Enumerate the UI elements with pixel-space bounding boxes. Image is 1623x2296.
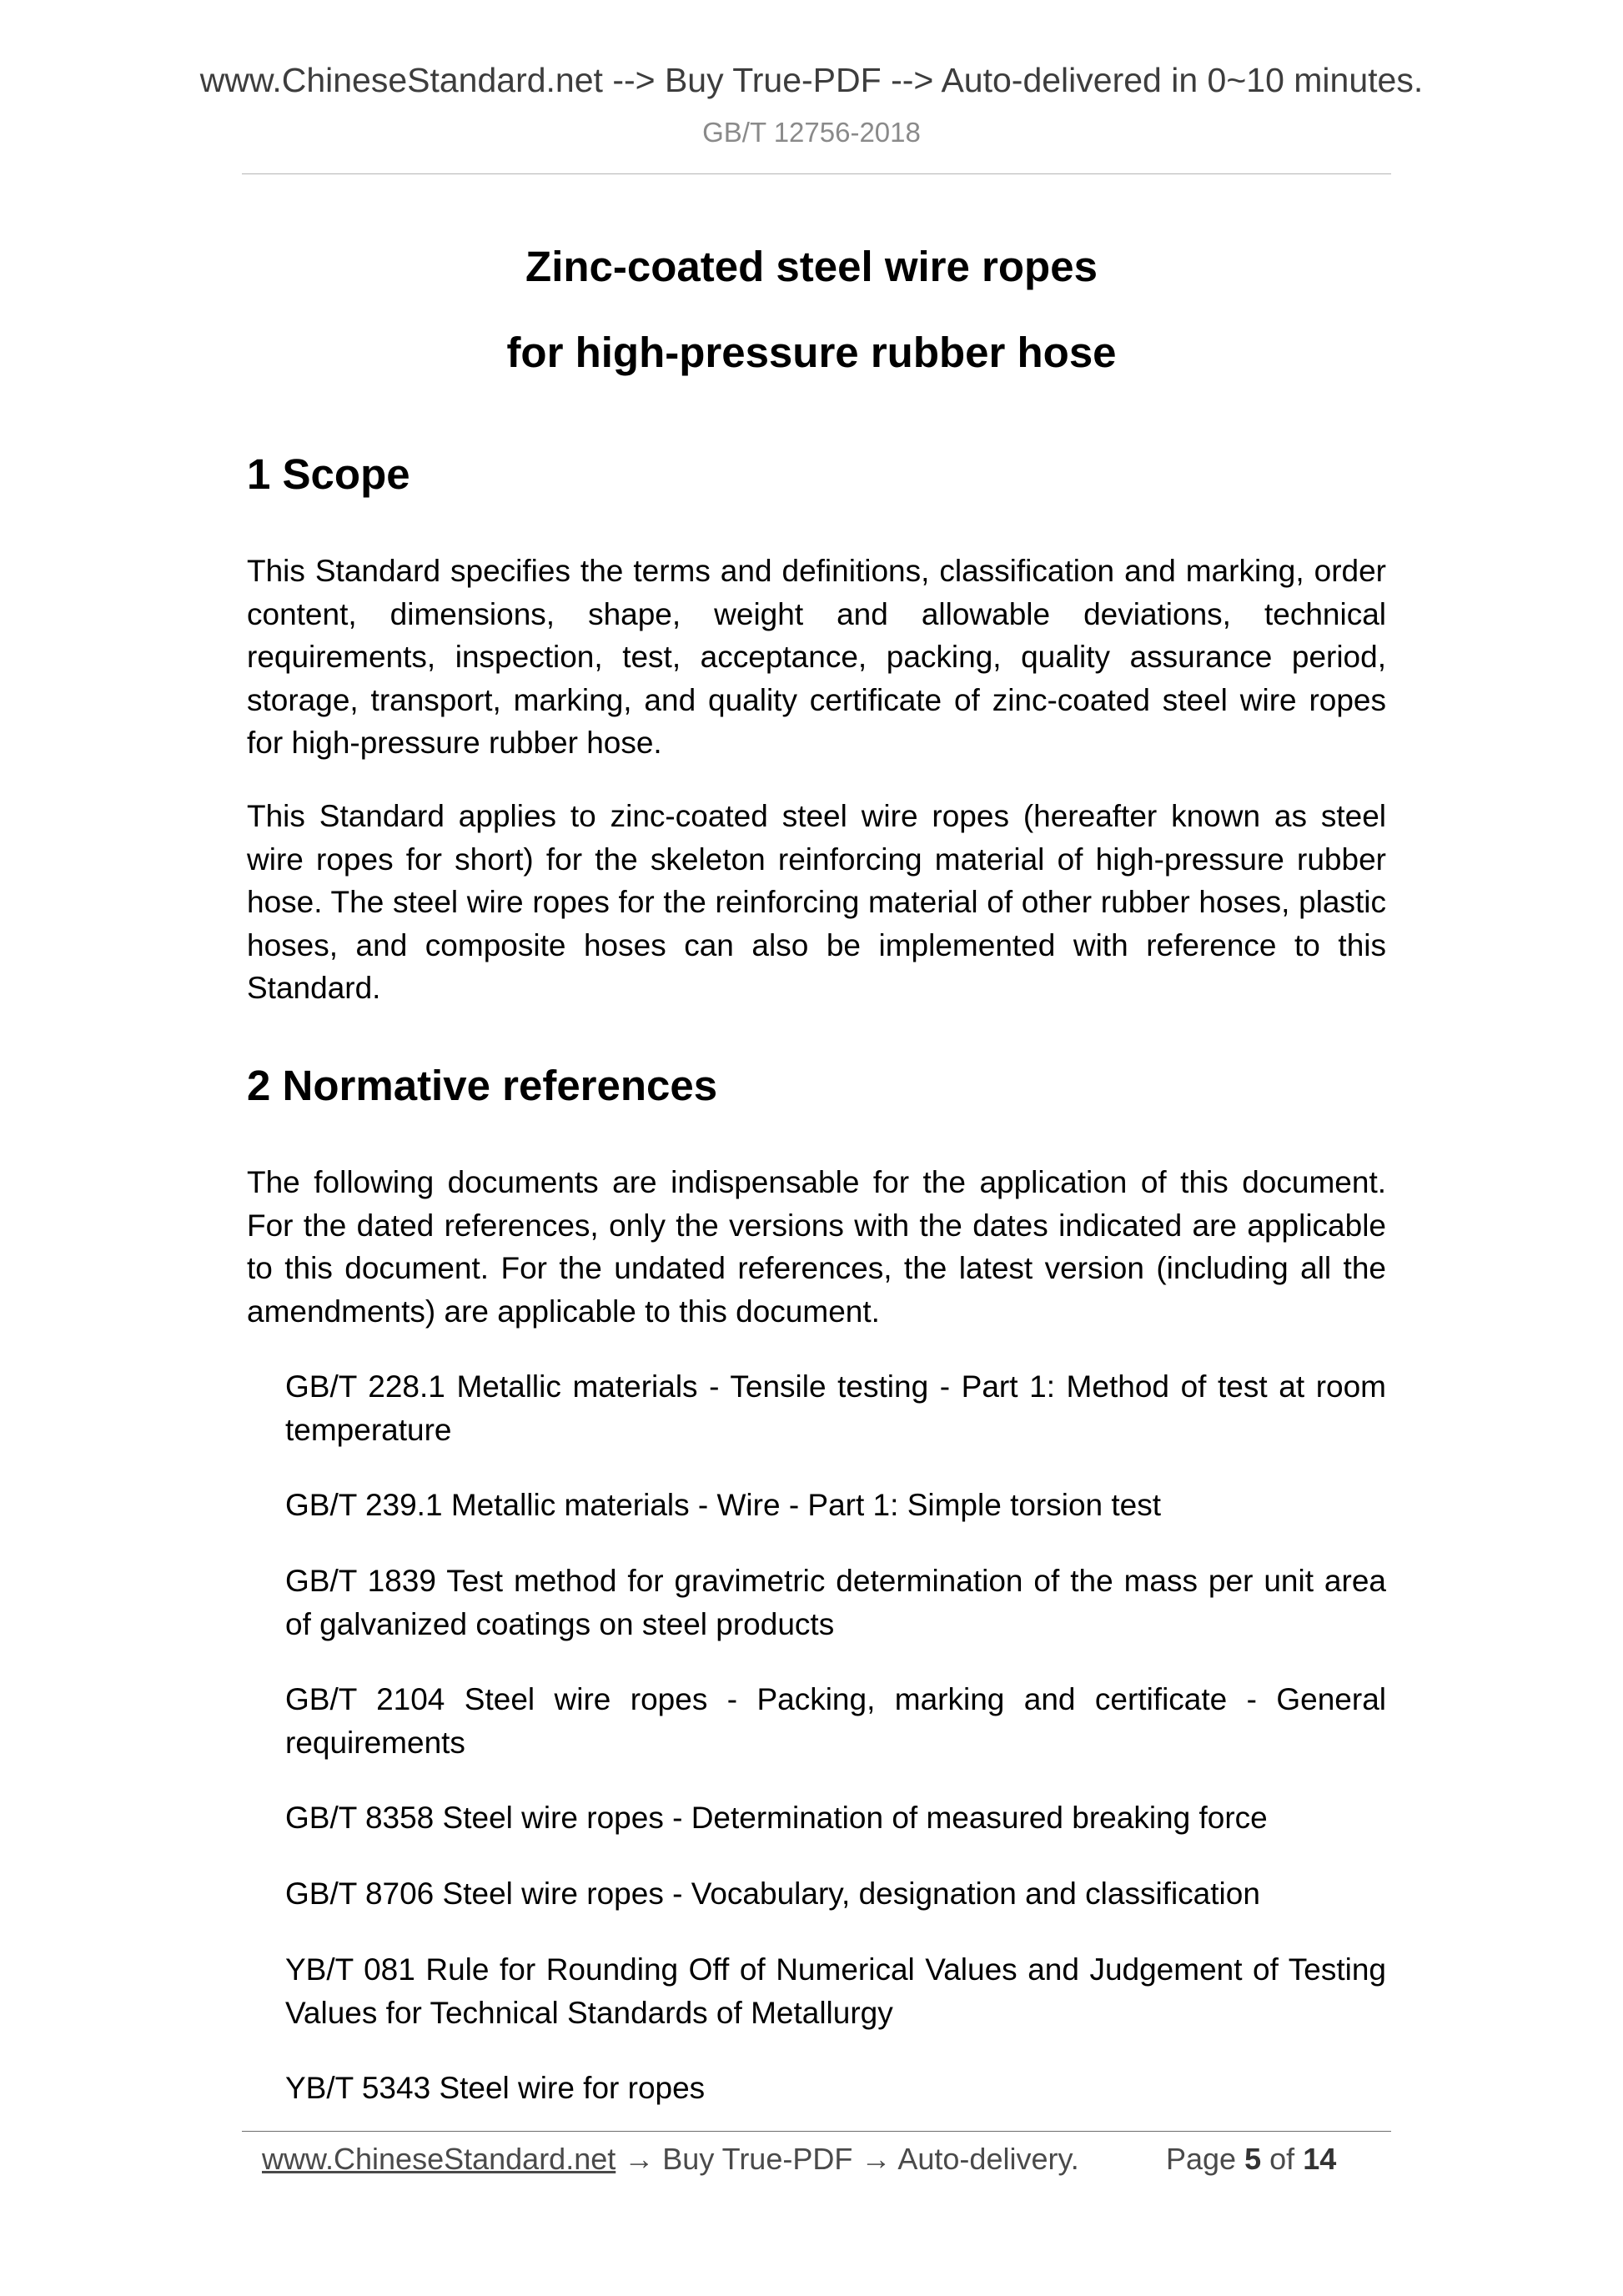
reference-item: GB/T 8706 Steel wire ropes - Vocabulary, designation and classification [285, 1876, 1260, 1911]
reference-item: GB/T 239.1 Metallic materials - Wire - Part 1: Simple torsion test [285, 1488, 1162, 1522]
section-heading-scope: 1 Scope [247, 450, 410, 498]
document-title-line-2: for high-pressure rubber hose [506, 329, 1117, 376]
reference-item: YB/T 081 Rule for Rounding Off of Numerical Values and Judgement of Testing Values for Technical Standards of Metallurgy [285, 1952, 1386, 2030]
header-divider [242, 173, 1391, 174]
reference-item: GB/T 2104 Steel wire ropes - Packing, marking and certificate - General requirements [285, 1682, 1386, 1760]
reference-item: GB/T 8358 Steel wire ropes - Determination of measured breaking force [285, 1801, 1268, 1835]
page-footer [262, 2140, 1363, 2179]
page-number: 5 [1244, 2142, 1262, 2176]
normative-references-intro: The following documents are indispensable for the application of this document. For the dated references, only the versions with the dates indicated are applicable to this document. For the undated references, the latest version (including all the amendments) are applicable to this document. [247, 1165, 1386, 1329]
section-heading-normative-references: 2 Normative references [247, 1062, 718, 1109]
footer-site-link[interactable]: www.ChineseStandard.net [262, 2142, 616, 2176]
page-indicator [1166, 2140, 1336, 2179]
page-label: Page [1166, 2142, 1237, 2176]
reference-item: GB/T 228.1 Metallic materials - Tensile testing - Part 1: Method of test at room temperature [285, 1369, 1386, 1447]
scope-paragraph-1: This Standard specifies the terms and definitions, classification and marking, order content, dimensions, shape, weight and allowable deviations, technical requirements, inspection, test, acceptance, packing, quality assurance period, storage, transport, marking, and quality certificate of zinc-coated steel wire ropes for high-pressure rubber hose. [247, 554, 1386, 760]
document-code: GB/T 12756-2018 [702, 117, 921, 148]
arrow-right-icon: → [624, 2142, 655, 2176]
reference-item: GB/T 1839 Test method for gravimetric determination of the mass per unit area of galvanized coatings on steel products [285, 1564, 1386, 1641]
site-banner: www.ChineseStandard.net --> Buy True-PDF --> Auto-delivered in 0~10 minutes. [199, 61, 1424, 99]
footer-buy-text: Buy True-PDF [662, 2142, 853, 2176]
footer-delivery-text: Auto-delivery. [897, 2142, 1079, 2176]
footer-divider [242, 2131, 1391, 2132]
page-of-label: of [1269, 2142, 1295, 2176]
page-total: 14 [1303, 2142, 1337, 2176]
scope-paragraph-2: This Standard applies to zinc-coated steel wire ropes (hereafter known as steel wire ropes for short) for the skeleton reinforcing material of high-pressure rubber hose. The steel wire ropes for the reinforcing material of other rubber hoses, plastic hoses, and composite hoses can also be implemented with reference to this Standard. [247, 799, 1386, 1005]
arrow-right-icon: → [861, 2142, 892, 2176]
reference-item: YB/T 5343 Steel wire for ropes [285, 2071, 706, 2105]
document-title-line-1: Zinc-coated steel wire ropes [525, 243, 1098, 290]
